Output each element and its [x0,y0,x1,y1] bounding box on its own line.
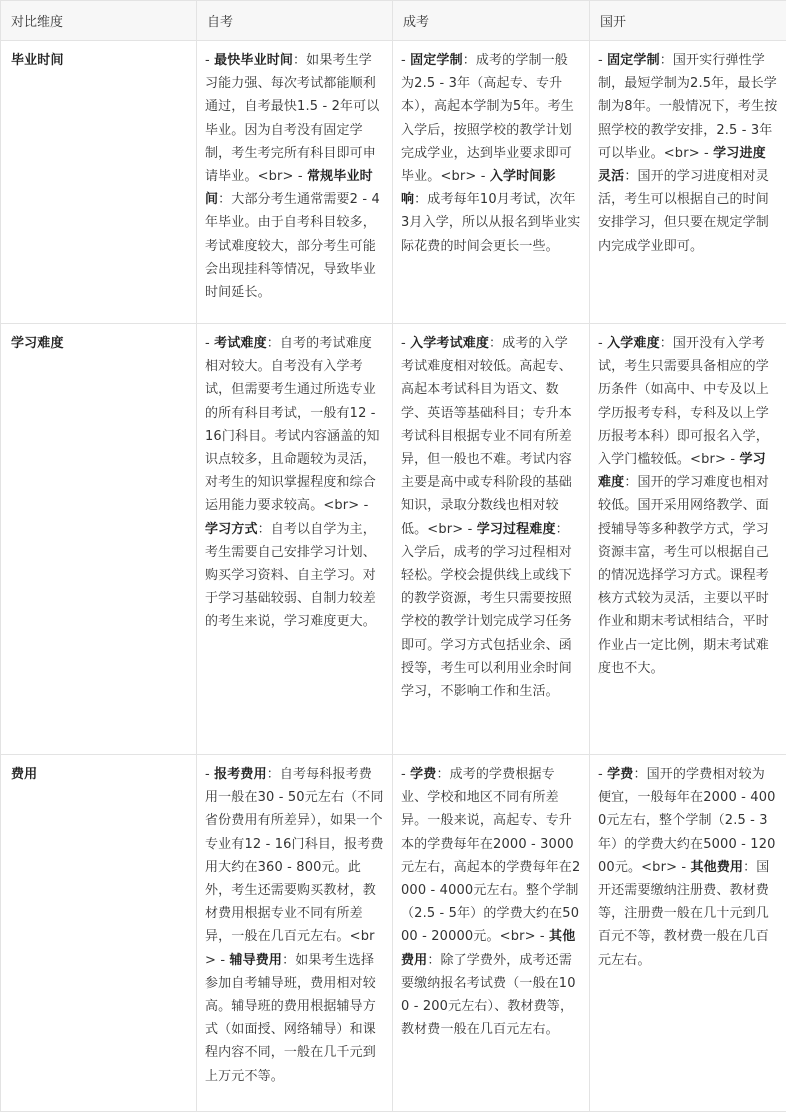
table-header-row [1,1,786,41]
bold-label: 最快毕业时间 [214,53,293,68]
bold-label: 常规毕业时间 [205,169,373,207]
bold-label: 固定学制 [410,53,463,68]
header-chengkao: 成考 [393,1,590,41]
row-dimension-label: 学习难度 [1,324,197,755]
table-cell: - 报考费用：自考每科报考费用一般在30 - 50元左右（不同省份费用有所差异），如果一个专业有12 - 16门科目，报考费用大约在360 - 800元。此外，考生还需要购买教材，教材费用根据专业不同有所差异，一般在几百元左右。<br> - 辅导费用：如果考生选择参加自考辅导班，费用相对较高。辅导班的费用根据辅导方式（如面授、网络辅导）和课程内容不同，一般在几千元到上万元不等。 [197,755,393,1112]
bold-label: 学习难度 [598,452,766,490]
bold-label: 考试难度 [214,336,267,351]
table-cell: - 学费：国开的学费相对较为便宜，一般每年在2000 - 4000元左右，整个学制（2.5 - 3年）的学费大约在5000 - 12000元。<br> - 其他费用：国开还需要缴纳注册费、教材费等，注册费一般在几十元到几百元不等，教材费一般在几百元左右。 [590,755,786,1112]
bold-label: 固定学制 [607,53,660,68]
bold-label: 学习方式 [205,522,258,537]
header-guokai: 国开 [590,1,786,41]
table-cell: - 入学考试难度：成考的入学考试难度相对较低。高起专、高起本考试科目为语文、数学、英语等基础科目；专升本考试科目根据专业不同有所差异，但一般也不难。考试内容主要是高中或专科阶段的基础知识，录取分数线也相对较低。<br> - 学习过程难度：入学后，成考的学习过程相对轻松。学校会提供线上或线下的教学资源，考生只需要按照学校的教学计划完成学习任务即可。学习方式包括业余、函授等，考生可以利用业余时间学习，不影响工作和生活。 [393,324,590,755]
row-dimension-label: 费用 [1,755,197,1112]
table-row [1,41,786,324]
bold-label: 学费 [607,767,633,782]
table-row [1,324,786,755]
bold-label: 入学时间影响 [401,169,556,207]
table-cell: - 入学难度：国开没有入学考试，考生只需要具备相应的学历条件（如高中、中专及以上学历报考专科，专科及以上学历报考本科）即可报名入学，入学门槛较低。<br> - 学习难度：国开的学习难度也相对较低。国开采用网络教学、面授辅导等多种教学方式，学习资源丰富，考生可以根据自己的情况选择学习方式。课程考核方式较为灵活，主要以平时作业和期末考试相结合，平时作业占一定比例，期末考试难度也不大。 [590,324,786,755]
table-cell: - 考试难度：自考的考试难度相对较大。自考没有入学考试，但需要考生通过所选专业的所有科目考试，一般有12 - 16门科目。考试内容涵盖的知识点较多，且命题较为灵活，对考生的知识掌握程度和综合运用能力要求较高。<br> - 学习方式：自考以自学为主，考生需要自己安排学习计划、购买学习资料、自主学习。对于学习基础较弱、自制力较差的考生来说，学习难度更大。 [197,324,393,755]
table-row [1,755,786,1112]
table-cell: - 学费：成考的学费根据专业、学校和地区不同有所差异。一般来说，高起专、专升本的学费每年在2000 - 3000元左右，高起本的学费每年在2000 - 4000元左右。整个学制（2.5 - 5年）的学费大约在5000 - 20000元。<br> - 其他费用：除了学费外，成考还需要缴纳报名考试费（一般在100 - 200元左右）、教材费等，教材费一般在几百元左右。 [393,755,590,1112]
bold-label: 入学考试难度 [410,336,489,351]
bold-label: 学习进度灵活 [598,146,766,184]
bold-label: 其他费用 [691,860,744,875]
bold-label: 辅导费用 [229,953,282,968]
row-dimension-label: 毕业时间 [1,41,197,324]
bold-label: 学习过程难度 [477,522,556,537]
table-cell: - 最快毕业时间：如果考生学习能力强、每次考试都能顺利通过，自考最快1.5 - 2年可以毕业。因为自考没有固定学制，考生考完所有科目即可申请毕业。<br> - 常规毕业时间：大部分考生通常需要2 - 4年毕业。由于自考科目较多，考试难度较大，部分考生可能会出现挂科等情况，导致毕业时间延长。 [197,41,393,324]
header-zikao: 自考 [197,1,393,41]
table-cell: - 固定学制：成考的学制一般为2.5 - 3年（高起专、专升本），高起本学制为5年。考生入学后，按照学校的教学计划完成学业，达到毕业要求即可毕业。<br> - 入学时间影响：成考每年10月考试，次年3月入学，所以从报名到毕业实际花费的时间会更长一些。 [393,41,590,324]
bold-label: 学费 [410,767,436,782]
bold-label: 其他费用 [401,929,575,967]
bold-label: 入学难度 [607,336,660,351]
table-cell: - 固定学制：国开实行弹性学制，最短学制为2.5年，最长学制为8年。一般情况下，考生按照学校的教学安排，2.5 - 3年可以毕业。<br> - 学习进度灵活：国开的学习进度相对灵活，考生可以根据自己的时间安排学习，但只要在规定学制内完成学业即可。 [590,41,786,324]
header-dimension: 对比维度 [1,1,197,41]
bold-label: 报考费用 [214,767,267,782]
